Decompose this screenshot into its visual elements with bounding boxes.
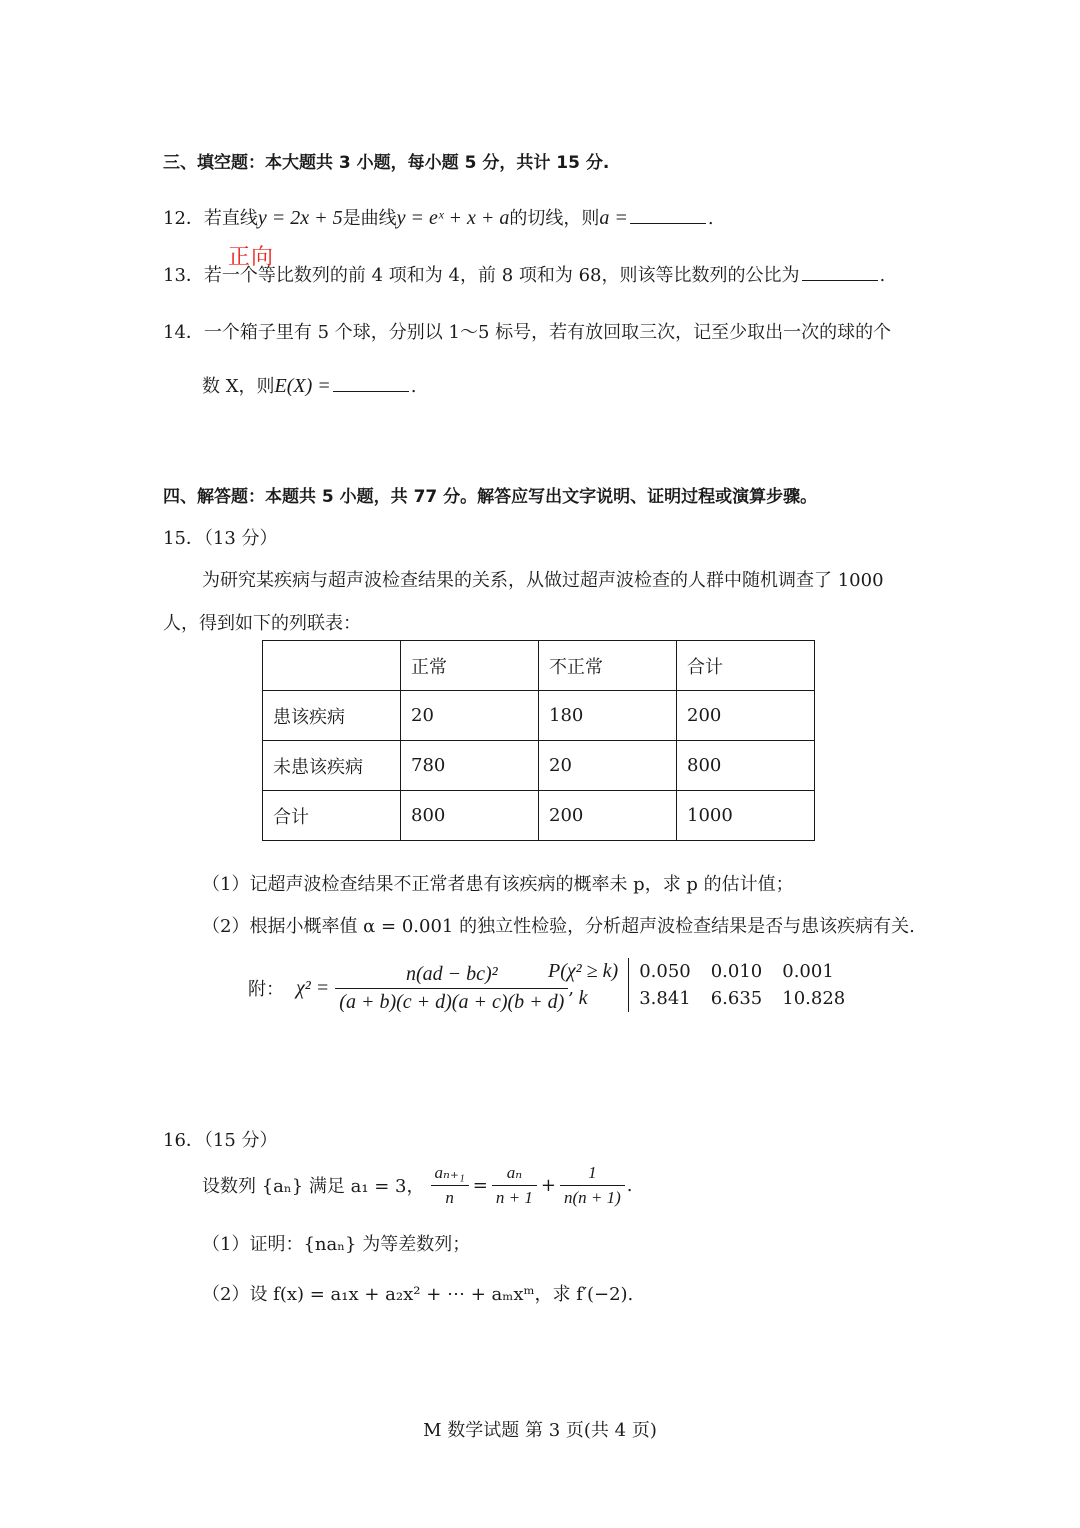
table-cell: 1000	[677, 791, 815, 841]
table-cell: 800	[401, 791, 539, 841]
q13-end: .	[879, 265, 886, 286]
q16-head: 16．（15 分）	[163, 1130, 278, 1151]
chi-fraction	[335, 963, 568, 1014]
q15-head: 15．（13 分）	[163, 528, 278, 549]
table-cell: 200	[539, 791, 677, 841]
q16-f1-den: n	[445, 1187, 454, 1207]
q12-line-eq: y = 2x + 5	[257, 207, 343, 229]
q12-ask: a =	[599, 207, 628, 229]
q16-f3-den: n(n + 1)	[563, 1187, 621, 1207]
q14-line2-prefix: 数 X，则	[202, 376, 275, 397]
table-cell: 180	[539, 691, 677, 741]
question-12	[163, 204, 714, 230]
table-header-cell: 合计	[677, 641, 815, 691]
q15-para1: 为研究某疾病与超声波检查结果的关系，从做过超声波检查的人群中随机调查了 1000	[202, 570, 884, 591]
critical-value-table	[538, 958, 855, 1012]
prob-row	[538, 958, 855, 985]
q14-line2	[202, 372, 417, 398]
q13-text: 13．若一个等比数列的前 4 项和为 4，前 8 项和为 68，则该等比数列的公比为	[163, 265, 800, 286]
table-row	[263, 691, 815, 741]
question-13	[163, 261, 885, 287]
table-header-cell	[263, 641, 401, 691]
table-cell: 780	[401, 741, 539, 791]
q12-mid: 是曲线	[342, 208, 397, 229]
table-cell: 患该疾病	[263, 691, 401, 741]
q14-line1: 14．一个箱子里有 5 个球，分别以 1～5 标号，若有放回取三次，记至少取出一次的球的个	[163, 322, 892, 343]
table-cell: 800	[677, 741, 815, 791]
k-label: k	[578, 987, 588, 1009]
prob-value: 0.001	[782, 961, 834, 982]
k-value: 10.828	[782, 988, 846, 1009]
q14-end: .	[410, 376, 417, 397]
q16-f2-den: n + 1	[495, 1187, 533, 1207]
k-row	[538, 985, 855, 1012]
q15-part1: （1）记超声波检查结果不正常者患有该疾病的概率未 p，求 p 的估计值；	[202, 874, 794, 895]
section3-title: 三、填空题：本大题共 3 小题，每小题 5 分，共计 15 分.	[163, 153, 610, 173]
table-cell: 未患该疾病	[263, 741, 401, 791]
table-cell: 合计	[263, 791, 401, 841]
chi-square-formula: 附： χ² = $\frac{\text{n(ad − bc)²}}{(a + b)(c + d)(a + c)(b + d)}$ ,	[248, 962, 575, 1013]
section4-title: 四、解答题：本题共 5 小题，共 77 分。解答应写出文字说明、证明过程或演算步骤。	[163, 487, 818, 507]
table-cell: 200	[677, 691, 815, 741]
q14-ask: E(X) =	[274, 375, 331, 397]
q16-fraction-3	[560, 1163, 625, 1208]
chi-lhs: χ² =	[296, 976, 330, 999]
table-row	[263, 791, 815, 841]
chi-numerator: n(ad − bc)²	[335, 963, 568, 989]
q13-answer-blank	[802, 262, 878, 281]
table-cell: 20	[401, 691, 539, 741]
q16-intro: 设数列 {aₙ} 满足 a₁ = 3，	[202, 1176, 425, 1197]
red-stamp-text: 正向	[228, 245, 275, 270]
table-cell: 20	[539, 741, 677, 791]
q16-part1: （1）证明：{naₙ} 为等差数列；	[202, 1234, 471, 1255]
q12-end: .	[707, 208, 714, 229]
k-value: 6.635	[710, 988, 763, 1009]
contingency-table	[262, 640, 815, 841]
page-footer: M 数学试题 第 3 页(共 4 页)	[423, 1420, 657, 1441]
q16-f1-num: aₙ₊₁	[431, 1163, 469, 1186]
q15-part2: （2）根据小概率值 α = 0.001 的独立性检验，分析超声波检查结果是否与患该疾病有关.	[202, 916, 915, 937]
q15-para2: 人，得到如下的列联表：	[163, 613, 361, 634]
prob-value: 0.050	[639, 961, 691, 982]
prob-header: P(χ² ≥ k)	[548, 960, 619, 982]
table-row	[263, 741, 815, 791]
q16-f3-num: 1	[560, 1163, 625, 1186]
table-header-cell: 不正常	[539, 641, 677, 691]
table-header-row	[263, 641, 815, 691]
prob-value: 0.010	[710, 961, 763, 982]
q16-recurrence: 设数列 {aₙ} 满足 a₁ = 3， $\frac{\text{aₙ₊₁}}{n}$ = $\frac{\text{aₙ}}{n + 1}$ + $\frac{1}{n(n + 1)}$ .	[202, 1162, 633, 1207]
q12-suffix: 的切线，则	[509, 208, 600, 229]
q12-answer-blank	[630, 205, 706, 224]
q16-f2-num: aₙ	[492, 1163, 537, 1186]
q16-part2: （2）设 f(x) = a₁x + a₂x² + ⋯ + aₘxᵐ，求 f′(−2).	[202, 1284, 634, 1305]
appendix-label: 附：	[248, 979, 284, 1000]
q14-answer-blank	[333, 373, 409, 392]
k-value: 3.841	[639, 988, 691, 1009]
q16-fraction-1	[431, 1163, 469, 1208]
q16-fraction-2	[492, 1163, 537, 1208]
chi-denominator: (a + b)(c + d)(a + c)(b + d)	[339, 990, 565, 1013]
q12-curve-eq: y = eˣ + x + a	[396, 207, 510, 229]
table-header-cell: 正常	[401, 641, 539, 691]
q12-prefix: 12．若直线	[163, 208, 258, 229]
